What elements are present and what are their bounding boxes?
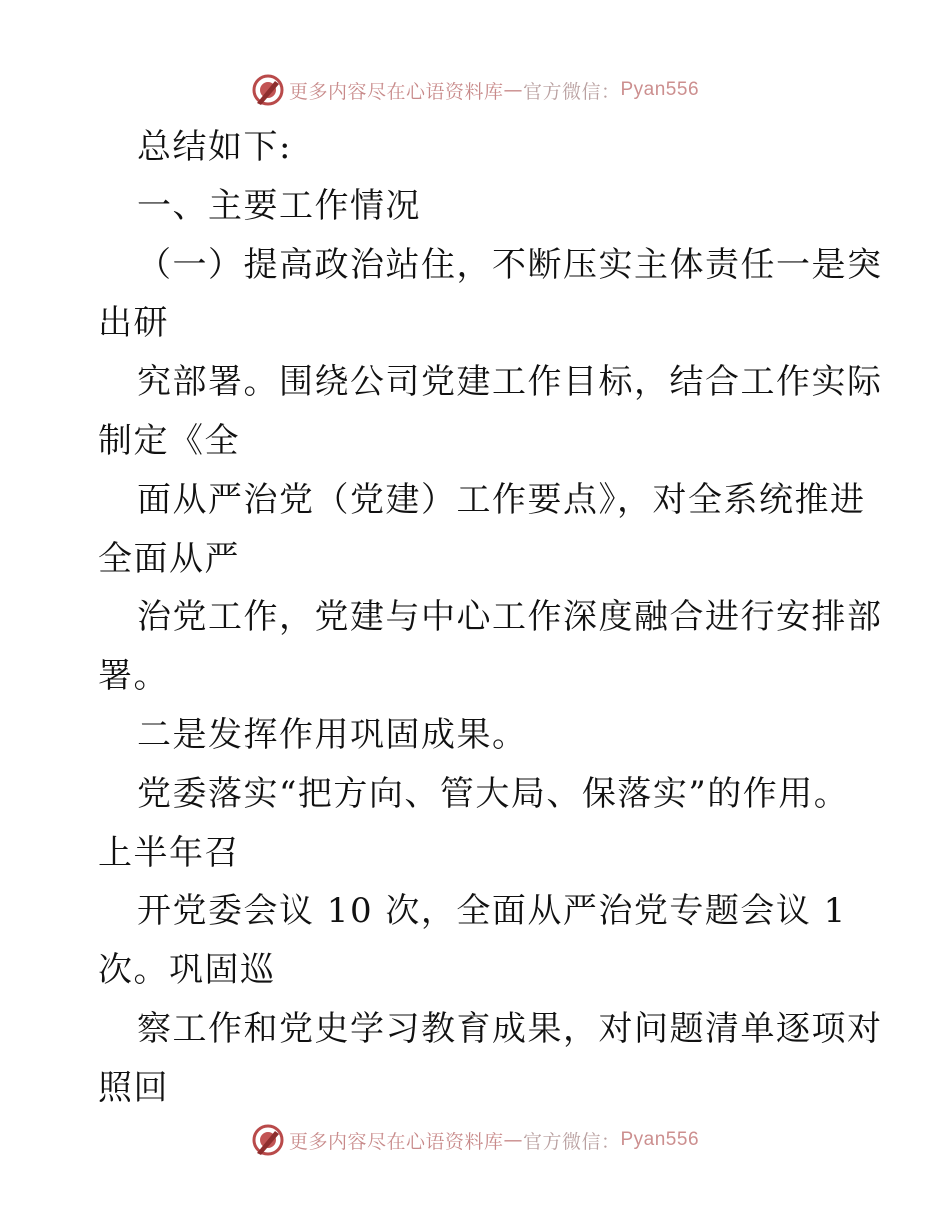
text-line: （一）提高政治站住，不断压实主体责任一是突 [137, 244, 883, 285]
watermark-wechat-id: Pyan556 [620, 79, 700, 100]
text-line: 署。 [98, 656, 169, 697]
text-line: 党委落实“把方向、管大局、保落实”的作用。 [137, 773, 850, 814]
watermark-wechat-label: 官方微信： [522, 1130, 621, 1153]
pen-logo-icon [251, 1123, 285, 1157]
text-line: 总结如下: [137, 127, 292, 167]
text-line: 面从严治党（党建）工作要点》，对全系统推进 [137, 479, 866, 520]
text-line: 治党工作，党建与中心工作深度融合进行安排部 [137, 597, 883, 638]
text-line: 照回 [98, 1067, 169, 1108]
text-line: 开党委会议 10 次，全面从严治党专题会议 1 [137, 891, 847, 932]
text-line: 二是发挥作用巩固成果。 [137, 714, 528, 755]
text-line: 上半年召 [98, 832, 240, 873]
watermark-main-text: 更多内容尽在心语资料库 [288, 1130, 504, 1153]
text-line: 全面从严 [98, 538, 240, 579]
header-watermark [0, 70, 950, 110]
text-line: 察工作和党史学习教育成果，对问题清单逐项对 [137, 1008, 883, 1049]
watermark-wechat-id: Pyan556 [620, 1129, 700, 1150]
text-line: 制定《全 [98, 420, 240, 461]
pen-logo-icon [251, 73, 285, 107]
watermark-dash: — [503, 79, 523, 101]
text-line: 究部署。围绕公司党建工作目标，结合工作实际 [137, 362, 883, 403]
text-line: 次。巩固巡 [98, 950, 276, 991]
watermark-wechat-label: 官方微信： [522, 80, 621, 103]
document-body [98, 118, 883, 1118]
text-line: 一、主要工作情况 [137, 185, 421, 226]
watermark-main-text: 更多内容尽在心语资料库 [288, 80, 504, 103]
footer-watermark [0, 1120, 950, 1160]
watermark-dash: — [503, 1129, 523, 1151]
text-line: 出研 [98, 303, 169, 344]
